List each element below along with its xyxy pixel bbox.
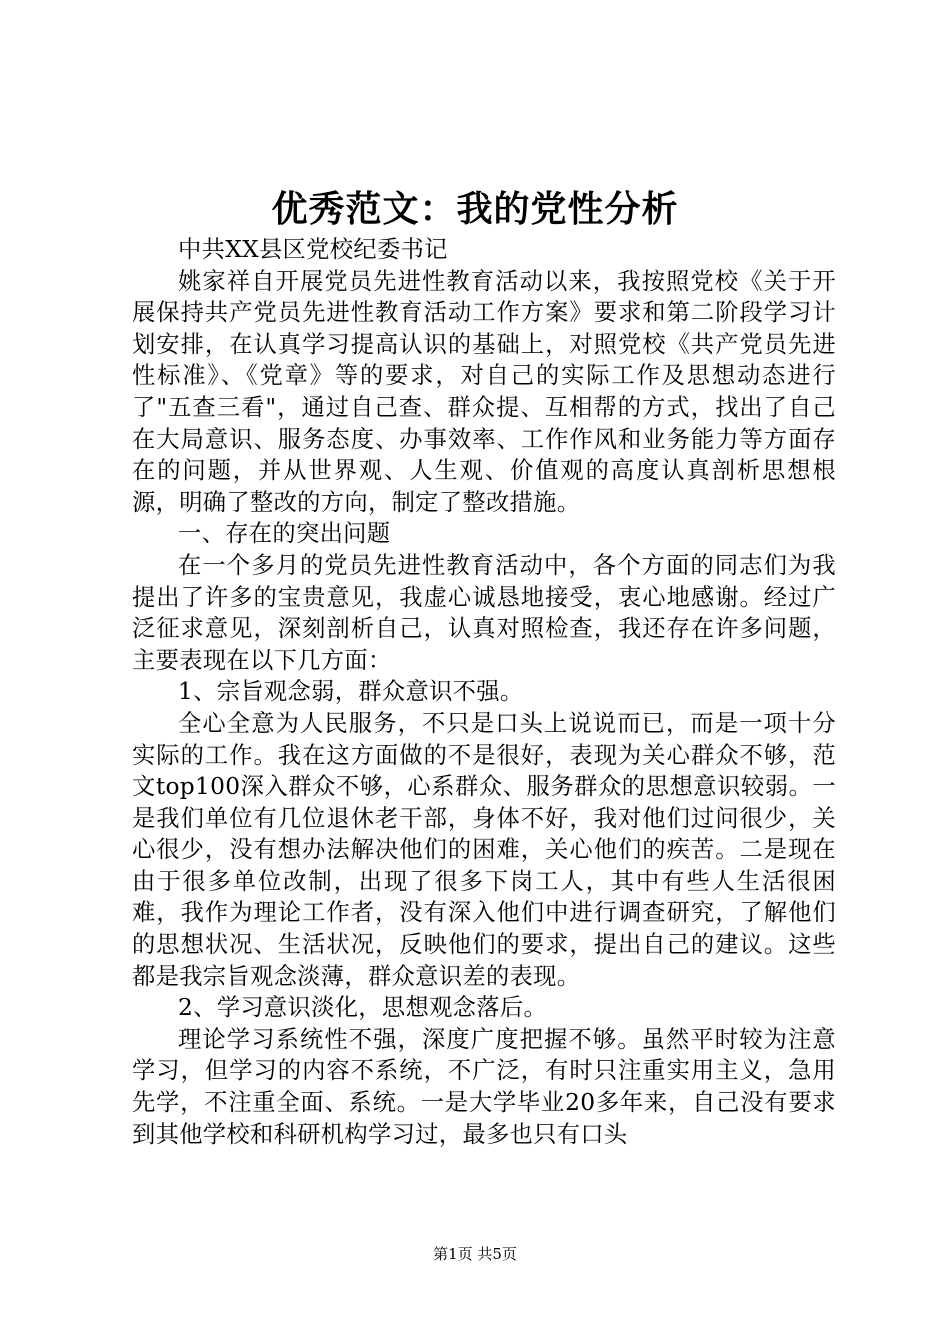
page-number-footer: 第1页 共5页	[433, 1245, 517, 1263]
subsection-heading: 1、宗旨观念弱，群众意识不强。	[178, 678, 524, 706]
page-title: 优秀范文：我的党性分析	[271, 188, 679, 230]
body-paragraph: 理论学习系统性不强，深度广度把握不够。虽然平时较为注意学习，但学习的内容不系统，不广泛，有时只注重实用主义，急用先学，不注重全面、系统。一是大学毕业20多年来，自己没有要求到其他学校和科研机构学习过，最多也只有口头	[132, 1025, 836, 1148]
body-paragraph: 在一个多月的党员先进性教育活动中，各个方面的同志们为我提出了许多的宝贵意见，我虚心诚恳地接受，衷心地感谢。经过广泛征求意见，深刻剖析自己，认真对照检查，我还存在许多问题，主要表现在以下几方面：	[132, 551, 836, 674]
body-paragraph: 全心全意为人民服务，不只是口头上说说而已，而是一项十分实际的工作。我在这方面做的不是很好，表现为关心群众不够，范文top100深入群众不够，心系群众、服务群众的思想意识较弱。一是我们单位有几位退休老干部，身体不好，我对他们过问很少，关心很少，没有想办法解决他们的困难，关心他们的疾苦。二是现在由于很多单位改制，出现了很多下岗工人，其中有些人生活很困难，我作为理论工作者，没有深入他们中进行调查研究，了解他们的思想状况、生活状况，反映他们的要求，提出自己的建议。这些都是我宗旨观念淡薄，群众意识差的表现。	[132, 709, 836, 990]
section-heading: 一、存在的突出问题	[178, 520, 391, 548]
subsection-heading: 2、学习意识淡化，思想观念落后。	[178, 994, 548, 1022]
document-body	[132, 234, 836, 1150]
intro-paragraph: 姚家祥自开展党员先进性教育活动以来，我按照党校《关于开展保持共产党员先进性教育活动工作方案》要求和第二阶段学习计划安排，在认真学习提高认识的基础上，对照党校《共产党员先进性标准》、《党章》等的要求，对自己的实际工作及思想动态进行了"五查三看"，通过自己查、群众提、互相帮的方式，找出了自己在大局意识、服务态度、办事效率、工作作风和业务能力等方面存在的问题，并从世界观、人生观、价值观的高度认真剖析思想根源，明确了整改的方向，制定了整改措施。	[132, 267, 836, 516]
author-line: 中共XX县区党校纪委书记	[178, 236, 448, 263]
